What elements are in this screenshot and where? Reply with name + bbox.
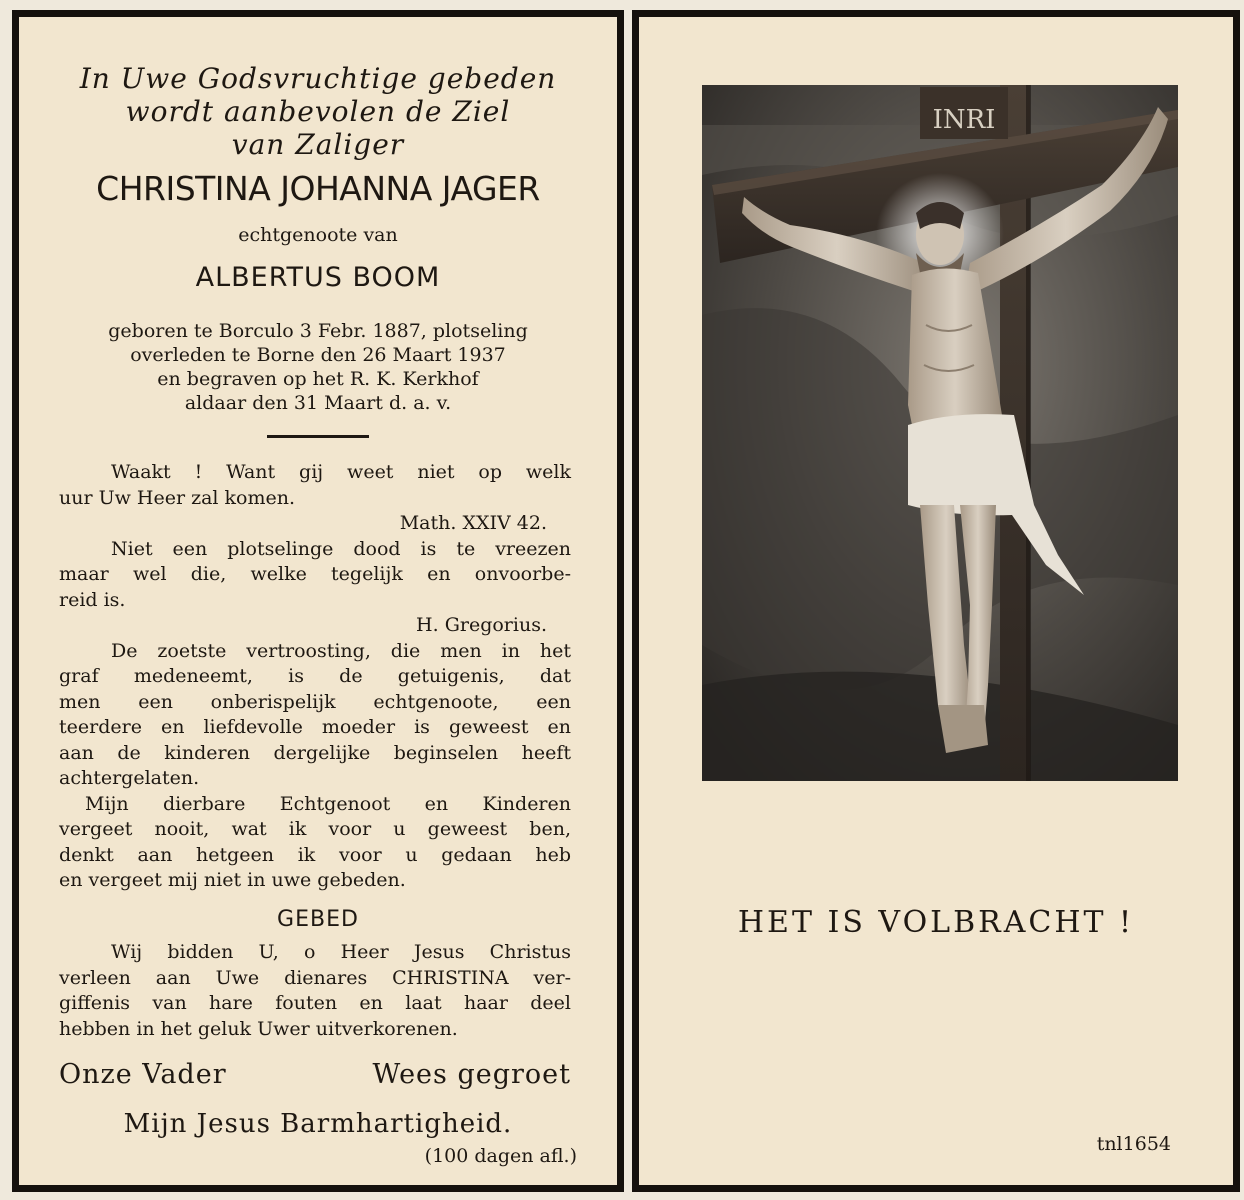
quote2-line: maar wel die, welke tegelijk en onvoorbe- (59, 563, 571, 585)
quote2-source: H. Gregorius. (416, 614, 547, 636)
divider (267, 435, 369, 438)
caption: HET IS VOLBRACHT ! (737, 905, 1135, 940)
para3-line: achtergelaten. (59, 767, 200, 789)
para4-line: Mijn dierbare Echtgenoot en Kinderen (85, 792, 571, 815)
intro-line: In Uwe Godsvruchtige gebeden (79, 62, 557, 95)
prayer-line: giffenis van hare fouten en laat haar deel (59, 992, 571, 1014)
left-card (12, 10, 624, 1192)
quote1-line: Waakt ! Want gij weet niet op welk (111, 461, 571, 483)
para3-line: De zoetste vertroosting, die men in het (111, 639, 571, 662)
crucifix-photo (702, 85, 1178, 781)
spouse-name: ALBERTUS BOOM (195, 262, 441, 293)
prayer-line: Wij bidden U, o Heer Jesus Christus (111, 941, 571, 963)
reference-code: tnl1654 (1096, 1133, 1171, 1155)
intro-line: van Zaliger (231, 128, 405, 161)
inri-plaque: INRI (932, 105, 996, 135)
para3-line: men een onberispelijk echtgenoote, een (59, 690, 571, 713)
bio-line: overleden te Borne den 26 Maart 1937 (130, 344, 506, 366)
quote2-line: reid is. (59, 588, 126, 611)
bio-line: en begraven op het R. K. Kerkhof (157, 368, 479, 390)
para4-line: en vergeet mij niet in uwe gebeden. (59, 869, 406, 891)
intro-line: wordt aanbevolen de Ziel (125, 95, 511, 128)
para4-line: vergeet nooit, wat ik voor u geweest ben, (59, 818, 571, 840)
prayer-line: hebben in het geluk Uwer uitverkorenen. (59, 1017, 458, 1040)
para3-line: graf medeneemt, is de getuigenis, dat (59, 665, 571, 687)
indulgence: (100 dagen afl.) (424, 1145, 577, 1167)
bio-line: aldaar den 31 Maart d. a. v. (184, 392, 452, 414)
deceased-name: CHRISTINA JOHANNA JAGER (96, 169, 540, 208)
prayer-text (59, 940, 571, 1042)
intro-text (19, 62, 617, 161)
invocation: Mijn Jesus Barmhartigheid. (123, 1109, 513, 1139)
closing-prayer-left: Onze Vader (59, 1059, 227, 1090)
para3-line: aan de kinderen dergelijke beginselen heeft (59, 741, 571, 764)
prayer-line: verleen aan Uwe dienares CHRISTINA ver- (59, 966, 571, 989)
closing-prayer-right: Wees gegroet (372, 1059, 571, 1090)
para3-line: teerdere en liefdevolle moeder is geweest en (59, 716, 571, 738)
spouse-label: echtgenoote van (238, 224, 398, 246)
quote1-line: uur Uw Heer zal komen. (59, 486, 296, 509)
right-card (632, 10, 1240, 1192)
quote2-line: Niet een plotselinge dood is te vreezen (111, 537, 571, 560)
para4-line: denkt aan hetgeen ik voor u gedaan heb (59, 843, 571, 866)
bio-line: geboren te Borculo 3 Febr. 1887, plotseling (108, 320, 528, 342)
quote1-source: Math. XXIV 42. (399, 512, 547, 534)
prayer-title: GEBED (277, 907, 359, 932)
text-body (59, 460, 571, 894)
bio-text (19, 319, 617, 415)
